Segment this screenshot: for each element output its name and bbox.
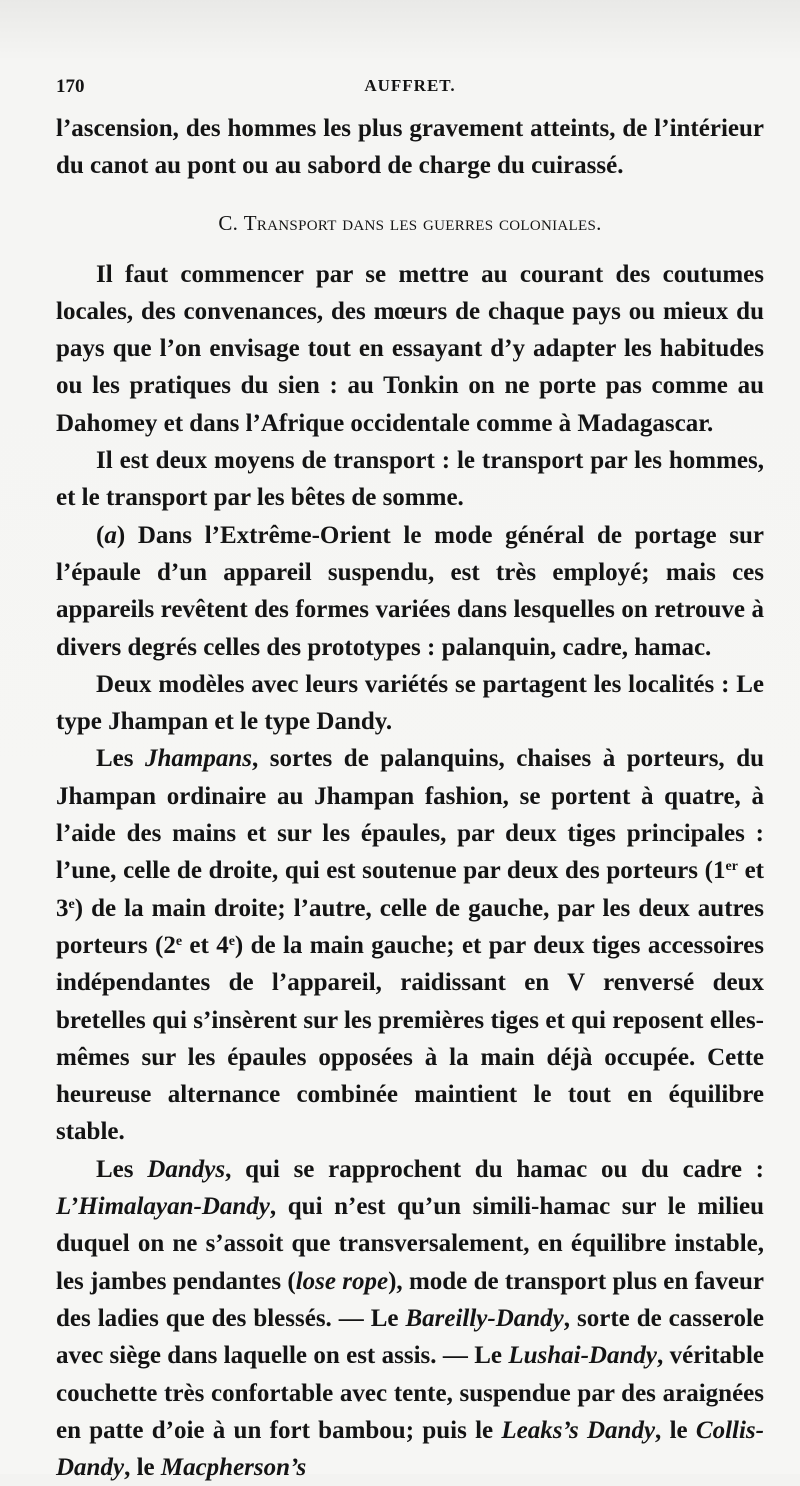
paragraph-jhampans <box>56 740 764 1150</box>
italic-run: Dandys <box>147 1155 226 1183</box>
running-title: AUFFRET. <box>364 76 456 95</box>
text-run: Transport dans les guerres coloniales. <box>243 210 602 235</box>
paragraph-dandys <box>56 1151 764 1486</box>
text-run: , sorte de casserole avec siège dans laquelle on est assis. — Le <box>56 1304 764 1370</box>
text-run: ) de la main droite; l’autre, celle de gauche, par les deux autres porteurs (2 <box>56 894 764 959</box>
text-run: et 3 <box>56 857 764 922</box>
text-run: Deux modèles avec leurs variétés se partagent les localités : Le type Jhampan et le type Dandy. <box>56 670 764 736</box>
body-text <box>56 110 764 1486</box>
text-run: ), mode de transport plus en faveur des ladies que des blessés. — Le <box>56 1267 764 1332</box>
paragraph-extreme-orient <box>56 517 764 666</box>
text-run: , qui n’est qu’un simili-hamac sur le milieu duquel on ne s’assoit que transversalement, en équilibre instable, les jambes pendantes ( <box>56 1193 764 1295</box>
paragraph-transport-means <box>56 442 764 517</box>
text-run: C. <box>218 210 244 235</box>
italic-run: Leaks’s Dandy <box>501 1416 656 1444</box>
superscript-run: e <box>228 933 235 949</box>
italic-run: lose rope <box>295 1267 389 1295</box>
text-run: , qui se rapprochent du hamac ou du cadre : <box>225 1155 764 1183</box>
paragraph-two-models <box>56 666 764 741</box>
paragraph-continuation <box>56 110 764 185</box>
italic-run: Bareilly-Dandy <box>405 1304 564 1332</box>
running-head <box>56 76 764 102</box>
superscript-run: e <box>175 933 183 949</box>
paragraph-local-customs <box>56 256 764 442</box>
superscript-run: er <box>725 859 738 875</box>
text-run: Les <box>96 745 146 773</box>
text-run: , véritable couchette très confortable avec tente, suspendue par des araignées en patte d’oie à un fort bambou; puis le <box>56 1342 764 1444</box>
section-heading <box>56 205 764 242</box>
italic-run: Macpherson’s <box>160 1454 307 1482</box>
text-run: , le <box>124 1454 161 1482</box>
italic-run: Lushai-Dandy <box>508 1342 657 1370</box>
text-run: Les <box>96 1155 148 1183</box>
text-run: Il est deux moyens de transport : le transport par les hommes, et le transport par les bêtes de somme. <box>56 447 764 512</box>
text-run: , le <box>655 1416 696 1444</box>
italic-run: Jhampans <box>145 745 253 773</box>
italic-run: L’Himalayan-Dandy <box>56 1193 270 1221</box>
text-run: , sortes de palanquins, chaises à porteurs, du Jhampan ordinaire au Jhampan fashion, se portent à quatre, à l’aide des mains et sur les épaules, par deux tiges principales : l’une, celle de droite, qui est soutenue par deux des porteurs (1 <box>56 745 765 885</box>
text-run: Il faut commencer par se mettre au courant des coutumes locales, des convenances, des mœurs de chaque pays ou mieux du pays que l’on envisage tout en essayant d’y adapter les habitudes ou les pratiques du sien : au Tonkin on ne porte pas comme au Dahomey et dans l’Afrique occidentale comme à Madagascar. <box>56 260 764 437</box>
text-run: ( <box>96 521 105 549</box>
page-number: 170 <box>56 76 85 97</box>
text-run: l’ascension, des hommes les plus gravement atteints, de l’intérieur du canot au pont ou au sabord de charge du cuirassé. <box>56 115 764 180</box>
italic-run: Collis-Dandy <box>56 1416 764 1482</box>
superscript-run: e <box>68 896 75 912</box>
italic-run: a <box>104 521 117 549</box>
text-run: ) Dans l’Extrême-Orient le mode général de portage sur l’épaule d’un appareil suspendu, est très employé; mais ces appareils revêtent des formes variées dans lesquelles on retrouve à divers degrés celles des prototypes : palanquin, cadre, hamac. <box>56 521 764 661</box>
text-run: ) de la main gauche; et par deux tiges accessoires indépendantes de l’appareil, raidissant en V renversé deux bretelles qui s’insèrent sur les premières tiges et qui reposent elles-mêmes sur les épaules opposées à la main déjà occupée. Cette heureuse alternance combinée maintient le tout en équilibre stable. <box>56 931 765 1146</box>
text-run: et 4 <box>182 931 229 959</box>
